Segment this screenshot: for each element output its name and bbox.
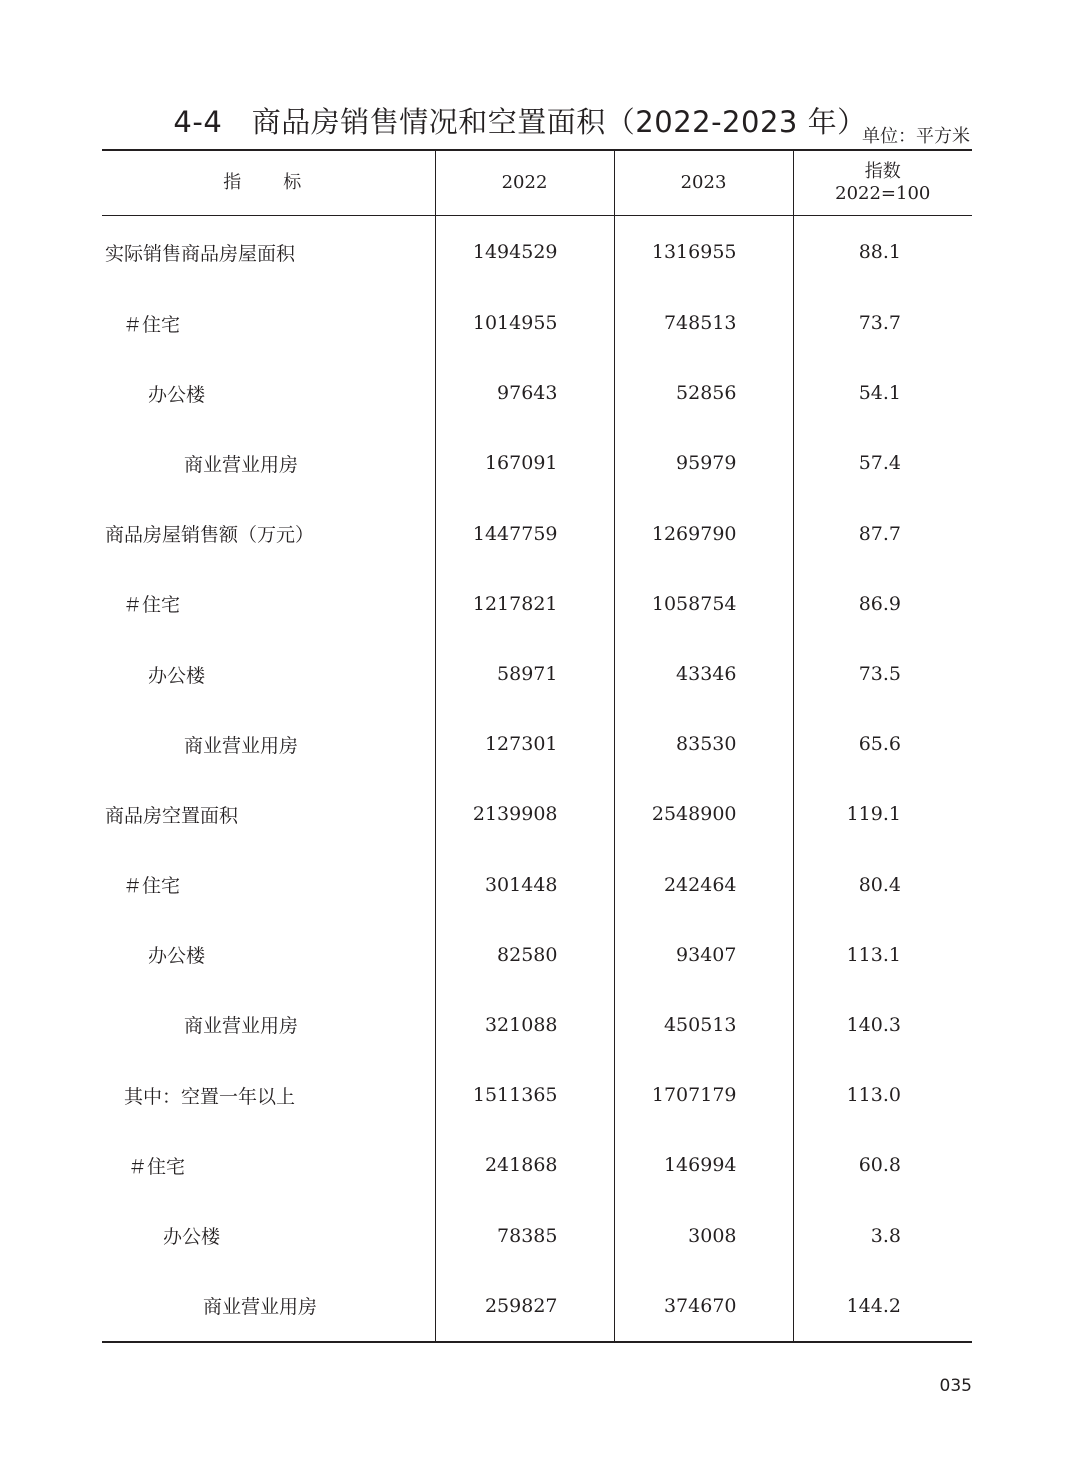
value-2023: 52856 <box>614 358 793 428</box>
value-2022: 2139908 <box>435 779 614 849</box>
value-2023: 43346 <box>614 639 793 709</box>
table-row <box>102 1130 972 1200</box>
header-row <box>102 150 972 216</box>
row-label: 商业营业用房 <box>184 453 299 476</box>
row-label: 办公楼 <box>163 1226 221 1249</box>
value-2023: 242464 <box>614 850 793 920</box>
header-index-line1: 指数 <box>864 161 901 182</box>
row-label: 商业营业用房 <box>184 734 299 757</box>
value-index: 57.4 <box>793 428 972 498</box>
value-2023: 1316955 <box>614 216 793 289</box>
value-2022: 1217821 <box>435 569 614 639</box>
value-2023: 146994 <box>614 1130 793 1200</box>
table-row <box>102 288 972 358</box>
value-2022: 259827 <box>435 1271 614 1342</box>
value-2023: 1058754 <box>614 569 793 639</box>
header-index <box>793 150 972 216</box>
table-row <box>102 709 972 779</box>
header-2023: 2023 <box>614 150 793 216</box>
value-2022: 97643 <box>435 358 614 428</box>
header-2022: 2022 <box>435 150 614 216</box>
row-label: 办公楼 <box>148 383 206 406</box>
value-2023: 2548900 <box>614 779 793 849</box>
value-2023: 3008 <box>614 1200 793 1270</box>
row-label: 其中：空置一年以上 <box>124 1085 296 1108</box>
value-2023: 1269790 <box>614 499 793 569</box>
table-row <box>102 499 972 569</box>
table-row <box>102 1060 972 1130</box>
value-2023: 83530 <box>614 709 793 779</box>
value-2023: 450513 <box>614 990 793 1060</box>
value-2022: 321088 <box>435 990 614 1060</box>
value-2022: 167091 <box>435 428 614 498</box>
table-row <box>102 920 972 990</box>
table-row <box>102 639 972 709</box>
row-label: 商品房屋销售额（万元） <box>105 524 315 547</box>
table-header <box>102 150 972 216</box>
value-index: 3.8 <box>793 1200 972 1270</box>
value-index: 60.8 <box>793 1130 972 1200</box>
page-number: 035 <box>939 1376 972 1396</box>
table-row <box>102 358 972 428</box>
value-index: 65.6 <box>793 709 972 779</box>
value-2022: 1494529 <box>435 216 614 289</box>
value-2022: 58971 <box>435 639 614 709</box>
unit-label: 单位：平方米 <box>862 126 970 147</box>
value-2022: 241868 <box>435 1130 614 1200</box>
table-row <box>102 1200 972 1270</box>
value-index: 73.7 <box>793 288 972 358</box>
value-2022: 301448 <box>435 850 614 920</box>
row-label: ＃住宅 <box>123 875 181 898</box>
value-index: 113.1 <box>793 920 972 990</box>
value-index: 73.5 <box>793 639 972 709</box>
row-label: 办公楼 <box>148 664 206 687</box>
value-2023: 93407 <box>614 920 793 990</box>
value-2023: 374670 <box>614 1271 793 1342</box>
value-index: 86.9 <box>793 569 972 639</box>
value-index: 140.3 <box>793 990 972 1060</box>
table-row <box>102 569 972 639</box>
value-2023: 1707179 <box>614 1060 793 1130</box>
row-label: 办公楼 <box>148 945 206 968</box>
row-label: 商业营业用房 <box>203 1296 318 1319</box>
row-label: ＃住宅 <box>128 1155 186 1178</box>
header-index-line2: 2022=100 <box>835 183 931 204</box>
table-row <box>102 428 972 498</box>
table-body <box>102 216 972 1342</box>
page-title: 4-4 商品房销售情况和空置面积（2022-2023 年） <box>173 105 867 139</box>
value-index: 54.1 <box>793 358 972 428</box>
value-2022: 78385 <box>435 1200 614 1270</box>
row-label: 实际销售商品房屋面积 <box>105 242 296 265</box>
header-indicator: 指 标 <box>102 150 435 216</box>
value-index: 88.1 <box>793 216 972 289</box>
table-row <box>102 990 972 1060</box>
value-index: 87.7 <box>793 499 972 569</box>
row-label: ＃住宅 <box>123 594 181 617</box>
value-2022: 1014955 <box>435 288 614 358</box>
row-label: 商业营业用房 <box>184 1015 299 1038</box>
statistics-table <box>102 149 972 1343</box>
value-index: 80.4 <box>793 850 972 920</box>
table-row <box>102 779 972 849</box>
table-row <box>102 216 972 289</box>
value-index: 113.0 <box>793 1060 972 1130</box>
value-2022: 82580 <box>435 920 614 990</box>
value-2023: 95979 <box>614 428 793 498</box>
value-2022: 1511365 <box>435 1060 614 1130</box>
value-index: 144.2 <box>793 1271 972 1342</box>
row-label: 商品房空置面积 <box>105 804 239 827</box>
row-label: ＃住宅 <box>123 313 181 336</box>
value-2022: 1447759 <box>435 499 614 569</box>
value-2023: 748513 <box>614 288 793 358</box>
table-row <box>102 1271 972 1342</box>
value-index: 119.1 <box>793 779 972 849</box>
table-row <box>102 850 972 920</box>
value-2022: 127301 <box>435 709 614 779</box>
